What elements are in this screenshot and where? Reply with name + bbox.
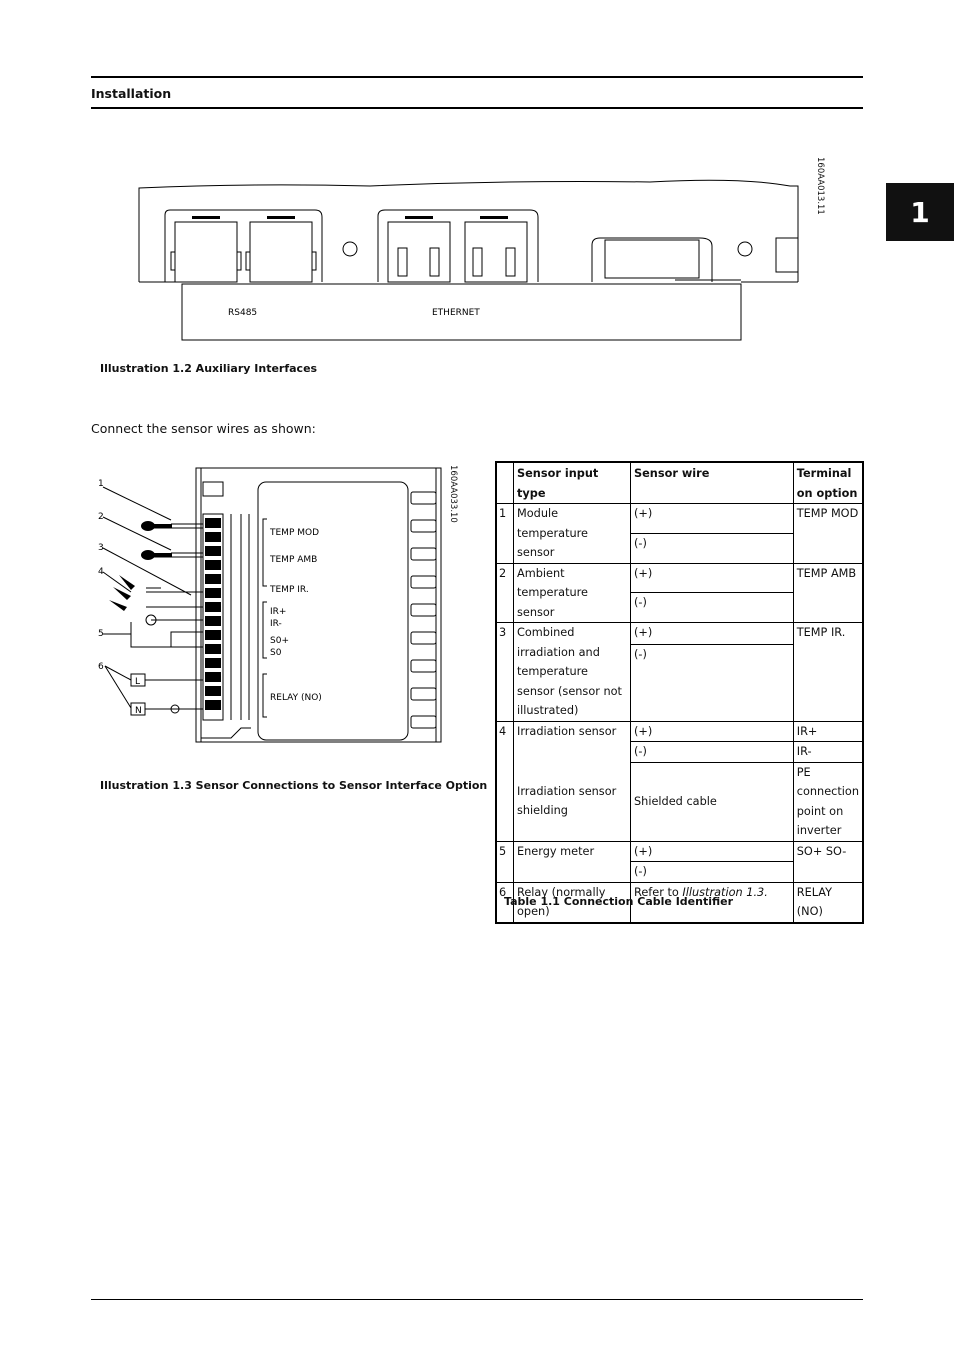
table-row: (-) IR- [496, 742, 863, 763]
table-row: 5 Energy meter (+) SO+ SO- [496, 841, 863, 862]
terminal-label-temp-mod: TEMP MOD [270, 528, 320, 538]
intro-text: Connect the sensor wires as shown: [91, 421, 316, 436]
auxiliary-interfaces-drawing [130, 150, 830, 350]
header-terminal: Terminal on option [793, 462, 863, 504]
auxiliary-interfaces-illustration [130, 150, 830, 350]
line-label-n: N [135, 706, 142, 716]
sensor-connections-drawing [91, 462, 451, 762]
header-sensor-wire: Sensor wire [631, 462, 794, 504]
terminal-label-temp-ir: TEMP IR. [270, 585, 309, 595]
sensor-figure-code: 160AA033.10 [448, 465, 458, 523]
sensor-figure-caption: Illustration 1.3 Sensor Connections to Sensor Interface Option [100, 779, 488, 792]
chapter-tab: 1 [886, 183, 954, 241]
terminal-label-temp-amb: TEMP AMB [270, 555, 318, 565]
rs485-label: RS485 [228, 308, 258, 318]
footer-rule [91, 1299, 863, 1300]
callout-1: 1 [98, 479, 104, 489]
section-title: Installation [91, 86, 172, 101]
callout-6: 6 [98, 662, 104, 672]
callout-3: 3 [98, 543, 104, 553]
table-row: (-) [496, 593, 863, 623]
table-row: 4 Irradiation sensor (+) IR+ [496, 721, 863, 742]
table-row: Irradiation sensor shielding Shielded cable PE connection point on inverter [496, 762, 863, 841]
table-row: 3 Combined irradiation and temperature sensor (sensor not illustrated) (+) TEMP IR. [496, 623, 863, 645]
terminal-label-s0: S0 [270, 648, 282, 658]
connection-cable-table [495, 461, 864, 924]
callout-5: 5 [98, 629, 104, 639]
aux-figure-caption: Illustration 1.2 Auxiliary Interfaces [100, 362, 318, 375]
ethernet-label: ETHERNET [432, 308, 480, 318]
table-header-row [496, 462, 863, 504]
table-row: (-) [496, 644, 863, 721]
illustration-reference: Illustration 1.3. [682, 885, 768, 899]
header-top-rule [91, 76, 863, 78]
terminal-label-s0-plus: S0+ [270, 636, 289, 646]
table-row: 6 Relay (normally open) Refer to Illustration 1.3. RELAY (NO) [496, 882, 863, 923]
table-caption: Table 1.1 Connection Cable Identifier [504, 895, 734, 908]
sensor-connections-illustration [91, 462, 451, 762]
line-label-l: L [135, 677, 141, 687]
header-bottom-rule [91, 107, 863, 109]
table-row: 1 Module temperature sensor (+) TEMP MOD [496, 504, 863, 534]
header-num [496, 462, 514, 504]
table-row: (-) [496, 533, 863, 563]
table-row: 2 Ambient temperature sensor (+) TEMP AMB [496, 563, 863, 593]
terminal-label-ir-minus: IR- [270, 619, 282, 629]
terminal-label-relay: RELAY (NO) [270, 693, 322, 703]
terminal-label-ir-plus: IR+ [270, 607, 287, 617]
table-row: (-) [496, 862, 863, 883]
header-sensor-input-type: Sensor input type [514, 462, 631, 504]
callout-4: 4 [98, 567, 104, 577]
callout-2: 2 [98, 512, 104, 522]
aux-figure-code: 160AA013.11 [815, 157, 825, 215]
